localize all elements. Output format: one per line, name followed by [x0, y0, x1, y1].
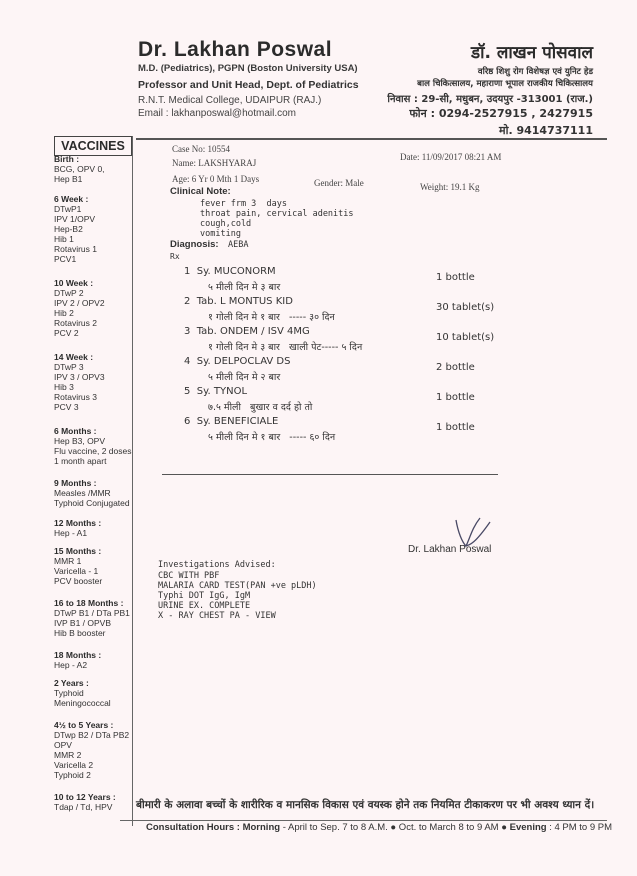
vaccine-item: IPV 1/OPV — [54, 214, 96, 224]
vaccine-group — [54, 426, 132, 466]
rx-label: Rx — [170, 252, 180, 261]
signature-name: Dr. Lakhan Poswal — [408, 544, 492, 555]
vaccine-age-heading: 10 to 12 Years : — [54, 792, 116, 802]
vaccine-group — [54, 278, 132, 338]
investigation-item: X - RAY CHEST PA - VIEW — [158, 611, 276, 621]
vaccine-item: PCV 2 — [54, 328, 79, 338]
rx-directions: १ गोली दिन मे ३ बार खाली पेट----- ५ दिन — [208, 342, 363, 353]
prescription-end-line — [162, 474, 498, 475]
investigation-item: Typhi DOT IgG, IgM — [158, 591, 251, 601]
vaccine-item: PCV1 — [54, 254, 77, 264]
vaccine-group — [54, 352, 132, 412]
vaccine-item: Meningococcal — [54, 698, 111, 708]
rx-medicine-name: 4 Sy. DELPOCLAV DS — [184, 356, 291, 367]
vaccine-group — [54, 678, 132, 708]
patient-name: Name: LAKSHYARAJ — [172, 158, 257, 168]
vaccine-item: DTwP 3 — [54, 362, 84, 372]
vaccine-item: IPV 2 / OPV2 — [54, 298, 105, 308]
vaccine-age-heading: 10 Week : — [54, 278, 94, 288]
vaccine-item: Rotavirus 2 — [54, 318, 97, 328]
rx-medicine-name: 2 Tab. L MONTUS KID — [184, 296, 293, 307]
vaccine-item: BCG, OPV 0, — [54, 164, 105, 174]
clinical-note-3: cough,cold — [200, 219, 252, 229]
patient-weight: Weight: 19.1 Kg — [420, 182, 480, 192]
rx-medicine-name: 5 Sy. TYNOL — [184, 386, 248, 397]
visit-date: Date: 11/09/2017 08:21 AM — [400, 152, 502, 162]
diagnosis-value: AEBA — [228, 240, 249, 250]
case-number: Case No: 10554 — [172, 144, 230, 154]
vaccine-group — [54, 546, 132, 586]
vaccine-item: MMR 1 — [54, 556, 82, 566]
rx-directions: ५ मीली दिन मे २ बार — [208, 372, 281, 383]
vaccine-age-heading: 12 Months : — [54, 518, 102, 528]
rx-directions: ५ मीली दिन मे १ बार ----- ६० दिन — [208, 432, 336, 443]
evening-label: Evening — [509, 822, 547, 833]
vaccines-sidebar — [54, 136, 133, 826]
evening-hours: : 4 PM to 9 PM — [549, 822, 613, 833]
rx-medicine-name: 6 Sy. BENEFICIALE — [184, 416, 279, 427]
rx-quantity: 1 bottle — [436, 272, 475, 283]
vaccine-item: Hep B3, OPV — [54, 436, 106, 446]
consultation-hours — [146, 822, 612, 833]
vaccine-item: IVP B1 / OPVB — [54, 618, 112, 628]
vaccine-item: Hep - A2 — [54, 660, 88, 670]
vaccine-age-heading: 4½ to 5 Years : — [54, 720, 114, 730]
vaccine-age-heading: 2 Years : — [54, 678, 89, 688]
mobile-number: मो. 9414737111 — [499, 124, 593, 137]
vaccine-item: Typhoid Conjugated — [54, 498, 130, 508]
vaccine-item: Varicella 2 — [54, 760, 94, 770]
diagnosis-label: Diagnosis: — [170, 239, 219, 250]
patient-gender: Gender: Male — [314, 178, 364, 188]
vaccine-group — [54, 194, 132, 264]
rx-quantity: 10 tablet(s) — [436, 332, 495, 343]
vaccine-item: MMR 2 — [54, 750, 82, 760]
vaccine-item: Hep-B2 — [54, 224, 83, 234]
phone-numbers: फोन : 0294-2527915 , 2427915 — [409, 107, 593, 120]
hindi-address: निवास : 29-सी, मधुबन, उदयपुर -313001 (राज.) — [387, 94, 593, 105]
header-divider — [136, 138, 607, 140]
vaccine-item: 1 month apart — [54, 456, 107, 466]
investigations-label: Investigations Advised: — [158, 560, 276, 570]
doctor-name: Dr. Lakhan Poswal — [138, 38, 333, 61]
clinical-note-2: throat pain, cervical adenitis — [200, 209, 354, 219]
hindi-title-line-2: बाल चिकित्सालय, महाराणा भूपाल राजकीय चिकित्सालय — [417, 79, 593, 89]
doctor-degrees: M.D. (Pediatrics), PGPN (Boston University USA) — [138, 63, 358, 74]
rx-quantity: 1 bottle — [436, 422, 475, 433]
vaccine-group — [54, 478, 132, 508]
vaccine-item: DTwP B1 / DTa PB1 — [54, 608, 130, 618]
rx-directions: ५ मीली दिन मे ३ बार — [208, 282, 281, 293]
vaccine-item: Tdap / Td, HPV — [54, 802, 113, 812]
vaccine-item: Rotavirus 3 — [54, 392, 97, 402]
vaccine-age-heading: 16 to 18 Months : — [54, 598, 124, 608]
vaccine-group — [54, 598, 132, 638]
vaccine-age-heading: 15 Months : — [54, 546, 102, 556]
vaccine-age-heading: 18 Months : — [54, 650, 102, 660]
vaccine-item: Hib B booster — [54, 628, 106, 638]
vaccine-item: Hib 2 — [54, 308, 74, 318]
doctor-role: Professor and Unit Head, Dept. of Pediatrics — [138, 79, 359, 91]
vaccine-item: Typhoid — [54, 688, 84, 698]
footer-advice: बीमारी के अलावा बच्चों के शारीरिक व मानसिक विकास एवं वयस्क होने तक नियमित टीकाकरण पर भी अवश्य ध्यान दें। — [136, 799, 595, 811]
rx-quantity: 1 bottle — [436, 392, 475, 403]
vaccine-item: DTwP1 — [54, 204, 82, 214]
rx-medicine-name: 3 Tab. ONDEM / ISV 4MG — [184, 326, 310, 337]
rx-quantity: 30 tablet(s) — [436, 302, 495, 313]
vaccine-group — [54, 720, 132, 780]
vaccine-item: PCV booster — [54, 576, 103, 586]
hindi-title-line-1: वरिष्ठ शिशु रोग विशेषज्ञ एवं युनिट हेड — [477, 67, 593, 77]
rx-quantity: 2 bottle — [436, 362, 475, 373]
vaccine-item: Hep - A1 — [54, 528, 88, 538]
vaccine-item: Typhoid 2 — [54, 770, 91, 780]
vaccine-item: PCV 3 — [54, 402, 79, 412]
morning-hours: - April to Sep. 7 to 8 A.M. ● Oct. to March 8 to 9 AM ● — [282, 822, 507, 833]
vaccine-age-heading: 6 Week : — [54, 194, 89, 204]
clinical-note-1: fever frm 3 days — [200, 199, 287, 209]
vaccine-item: DTwp B2 / DTa PB2 — [54, 730, 130, 740]
vaccine-item: Hib 3 — [54, 382, 74, 392]
footer-divider — [120, 820, 607, 821]
vaccine-item: Rotavirus 1 — [54, 244, 97, 254]
vaccine-group — [54, 154, 132, 184]
clinical-note-4: vomiting — [200, 229, 241, 239]
vaccine-age-heading: Birth : — [54, 154, 80, 164]
vaccine-group — [54, 792, 132, 812]
vaccine-item: Hib 1 — [54, 234, 74, 244]
vaccine-item: Flu vaccine, 2 doses — [54, 446, 132, 456]
vaccine-age-heading: 9 Months : — [54, 478, 97, 488]
rx-medicine-name: 1 Sy. MUCONORM — [184, 266, 276, 277]
doctor-name-hindi: डॉ. लाखन पोसवाल — [471, 43, 593, 63]
investigation-item: URINE EX. COMPLETE — [158, 601, 251, 611]
rx-directions: ७.५ मीली बुखार व दर्द हो तो — [208, 402, 313, 413]
vaccines-title: VACCINES — [54, 136, 132, 156]
vaccine-item: DTwP 2 — [54, 288, 84, 298]
vaccine-item: OPV — [54, 740, 72, 750]
hours-label: Consultation Hours : — [146, 822, 240, 833]
investigation-item: CBC WITH PBF — [158, 571, 220, 581]
rx-directions: १ गोली दिन मे १ बार ----- ३० दिन — [208, 312, 335, 323]
vaccine-group — [54, 650, 132, 670]
vaccine-age-heading: 6 Months : — [54, 426, 97, 436]
clinical-note-label: Clinical Note: — [170, 186, 231, 197]
morning-label: Morning — [242, 822, 281, 833]
vaccine-item: Hep B1 — [54, 174, 83, 184]
vaccine-item: Measles /MMR — [54, 488, 111, 498]
vaccine-item: IPV 3 / OPV3 — [54, 372, 105, 382]
investigation-item: MALARIA CARD TEST(PAN +ve pLDH) — [158, 581, 317, 591]
patient-age: Age: 6 Yr 0 Mth 1 Days — [172, 174, 260, 184]
vaccine-item: Varicella - 1 — [54, 566, 99, 576]
doctor-email: Email : lakhanposwal@hotmail.com — [138, 108, 296, 119]
vaccine-age-heading: 14 Week : — [54, 352, 94, 362]
vaccine-group — [54, 518, 132, 538]
doctor-college: R.N.T. Medical College, UDAIPUR (RAJ.) — [138, 95, 322, 106]
